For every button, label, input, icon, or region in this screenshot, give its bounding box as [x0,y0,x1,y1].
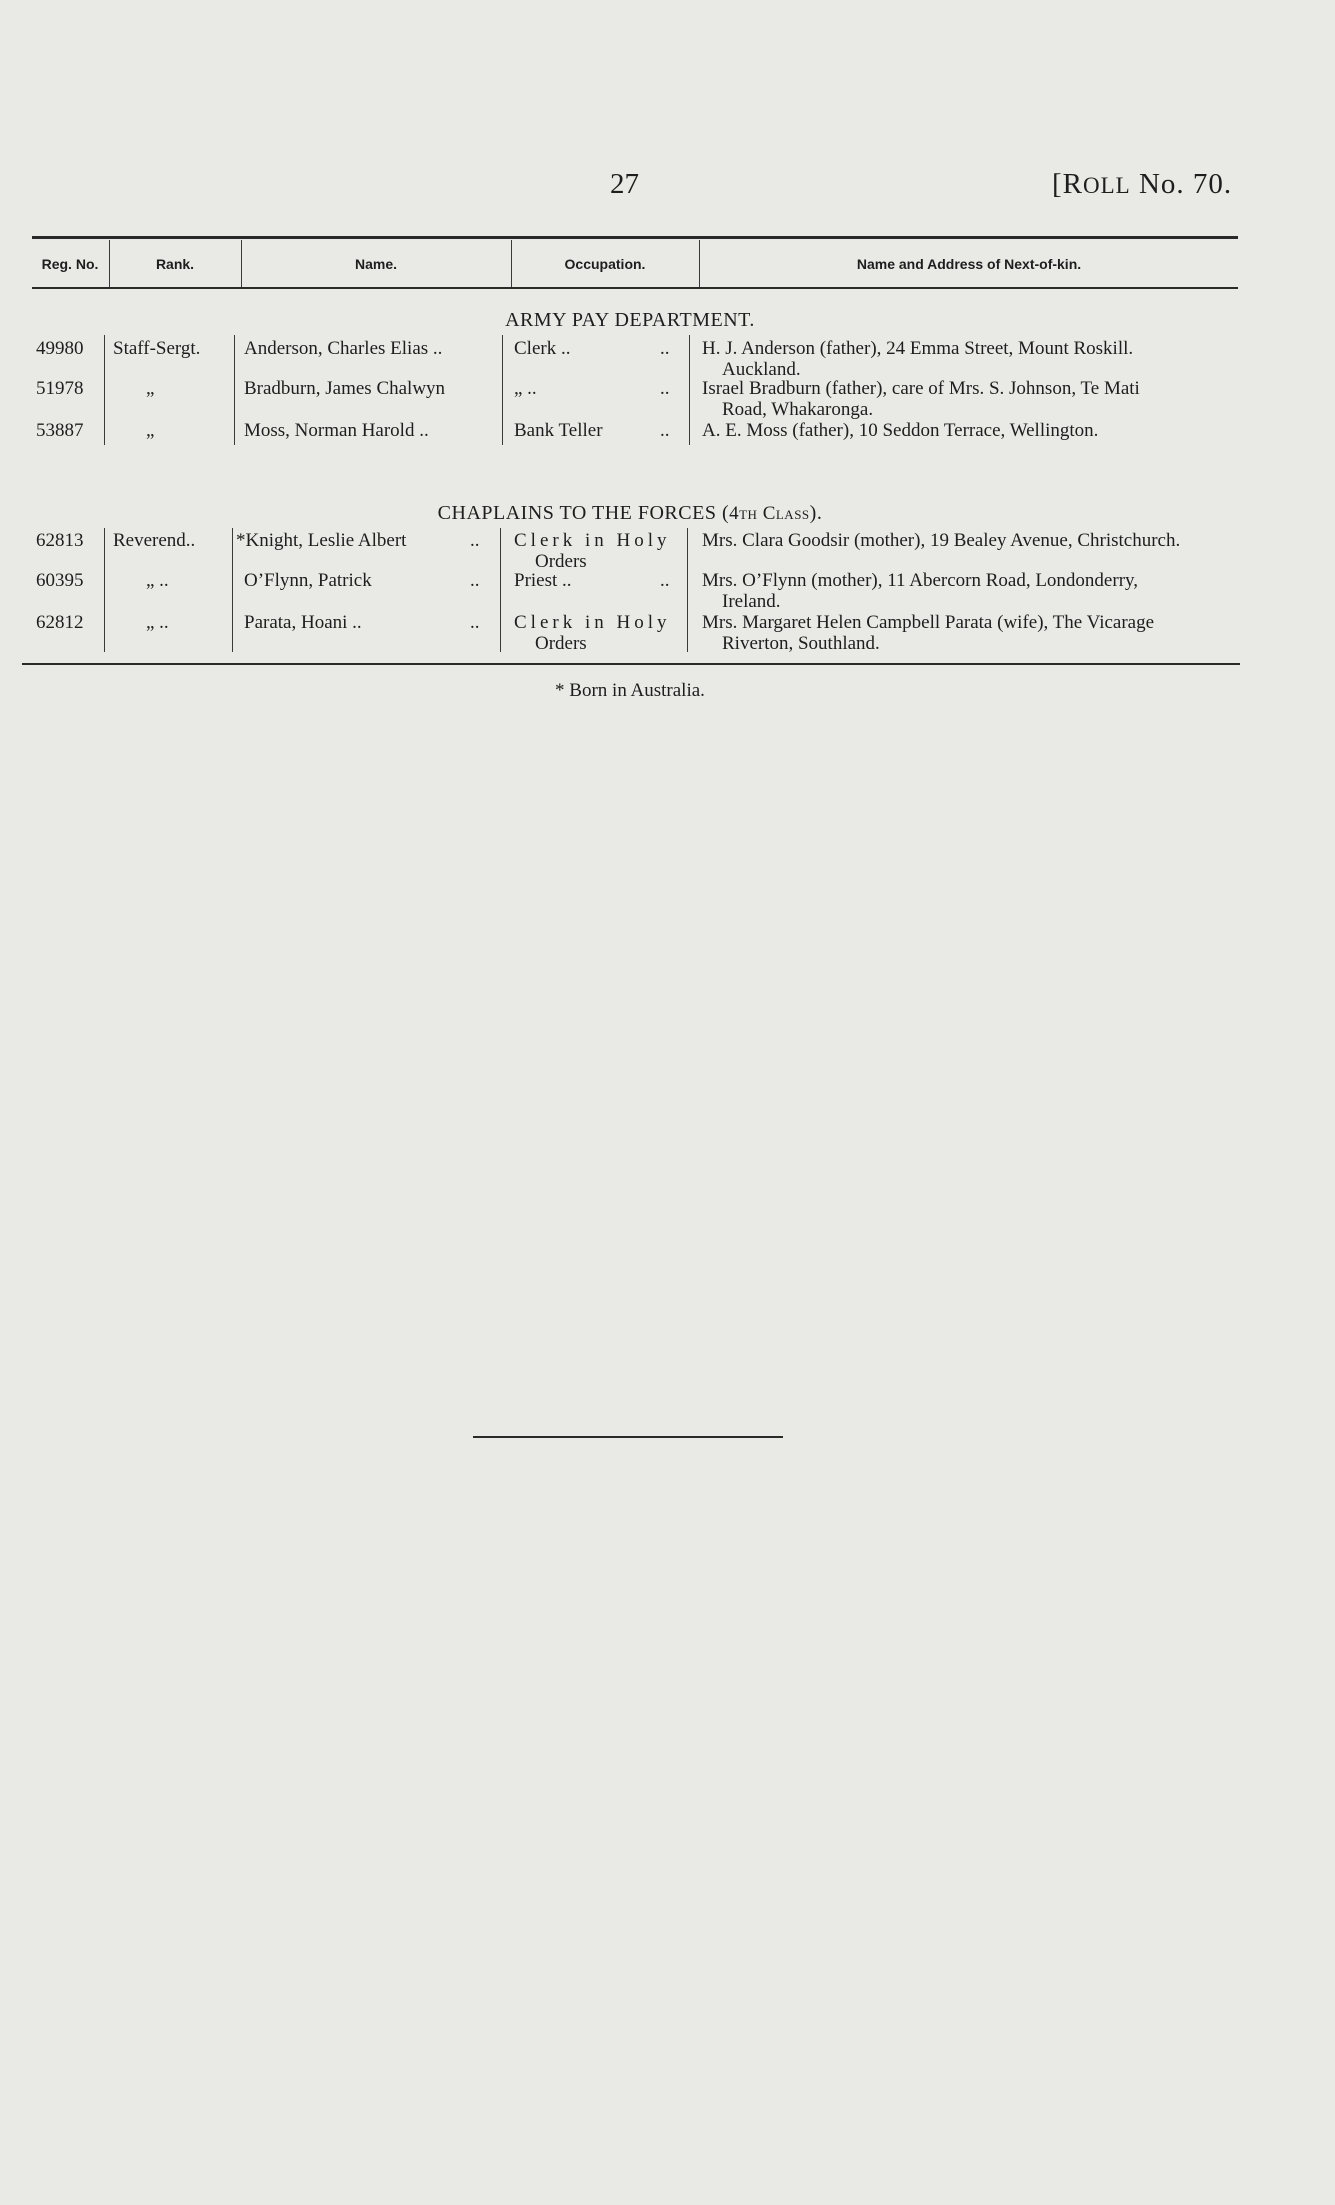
next-of-kin [702,530,1240,551]
reg-no: 53887 [36,420,84,441]
occupation-continued: Orders [535,633,587,654]
rank: „ [146,420,155,441]
kin-line: Mrs. Margaret Helen Campbell Parata (wife), The Vicarage [702,612,1155,633]
kin-line: Mrs. Clara Goodsir (mother), 19 Bealey Avenue, Christchurch. [702,530,1181,551]
occupation: Clerk .. [514,338,571,359]
section-title-army-pay: ARMY PAY DEPARTMENT. [505,309,755,331]
rank: Staff-Sergt. [113,338,201,359]
section-title-chaplains [0,502,1260,525]
rank: Reverend.. [113,530,196,551]
rank: „ [146,378,155,399]
rank: „ .. [146,570,169,591]
leader-dots: .. [470,612,480,633]
reg-no: 49980 [36,338,84,359]
column-divider [104,335,105,445]
table-top-rule [32,236,1238,239]
table-end-rule [22,663,1240,665]
roll-word-rest: OLL [1083,173,1131,198]
kin-line: Riverton, Southland. [722,633,880,654]
kin-line: Auckland. [722,359,801,380]
occupation-continued: Orders [535,551,587,572]
page-number: 27 [610,168,639,200]
column-divider [502,335,503,445]
leader-dots: .. [470,570,480,591]
section-title-class: 4th Class [729,503,810,524]
next-of-kin [702,378,1240,420]
reg-no: 62812 [36,612,84,633]
reg-no: 60395 [36,570,84,591]
footnote: * Born in Australia. [555,680,705,701]
header-reg-no: Reg. No. [41,255,99,272]
occupation: Clerk in Holy [514,530,671,551]
name: Moss, Norman Harold .. [244,420,429,441]
roll-number: No. 70. [1138,168,1233,200]
leader-dots: .. [660,338,670,359]
leader-dots: .. [470,530,480,551]
next-of-kin [702,338,1240,380]
occupation: Clerk in Holy [514,612,671,633]
column-divider [500,528,501,652]
column-divider [687,528,688,652]
header-name: Name. [354,255,398,272]
name: *Knight, Leslie Albert [236,530,407,551]
kin-line: A. E. Moss (father), 10 Seddon Terrace, Wellington. [702,420,1099,441]
header-next-of-kin: Name and Address of Next-of-kin. [856,255,1082,272]
header-occupation: Occupation. [564,255,646,272]
name: Parata, Hoani .. [244,612,362,633]
closing-rule [473,1436,783,1438]
kin-line: Israel Bradburn (father), care of Mrs. S. Johnson, Te Mati [702,378,1140,399]
name: Bradburn, James Chalwyn [244,378,446,399]
name: Anderson, Charles Elias .. [244,338,443,359]
roll-label [1052,168,1232,201]
column-divider [104,528,105,652]
section-title-main: CHAPLAINS TO THE FORCES ( [437,502,730,524]
column-divider [689,335,690,445]
leader-dots: .. [660,378,670,399]
leader-dots: .. [660,570,670,591]
occupation: Bank Teller [514,420,603,441]
rank: „ .. [146,612,169,633]
leader-dots: .. [660,420,670,441]
section-title-end: ). [809,502,823,524]
next-of-kin [702,570,1240,612]
roll-word-first: R [1062,168,1084,200]
occupation: Priest .. [514,570,572,591]
kin-line: Mrs. O’Flynn (mother), 11 Abercorn Road, Londonderry, [702,570,1139,591]
next-of-kin [702,612,1240,654]
occupation: „ .. [514,378,537,399]
reg-no: 51978 [36,378,84,399]
header-rank: Rank. [155,255,195,272]
column-divider [232,528,233,652]
kin-line: H. J. Anderson (father), 24 Emma Street, Mount Roskill. [702,338,1134,359]
table-header-bottom-rule [32,287,1238,289]
column-divider [234,335,235,445]
reg-no: 62813 [36,530,84,551]
kin-line: Road, Whakaronga. [722,399,874,420]
next-of-kin [702,420,1240,441]
name: O’Flynn, Patrick [244,570,372,591]
roll-bracket: [ [1052,168,1063,200]
kin-line: Ireland. [722,591,781,612]
